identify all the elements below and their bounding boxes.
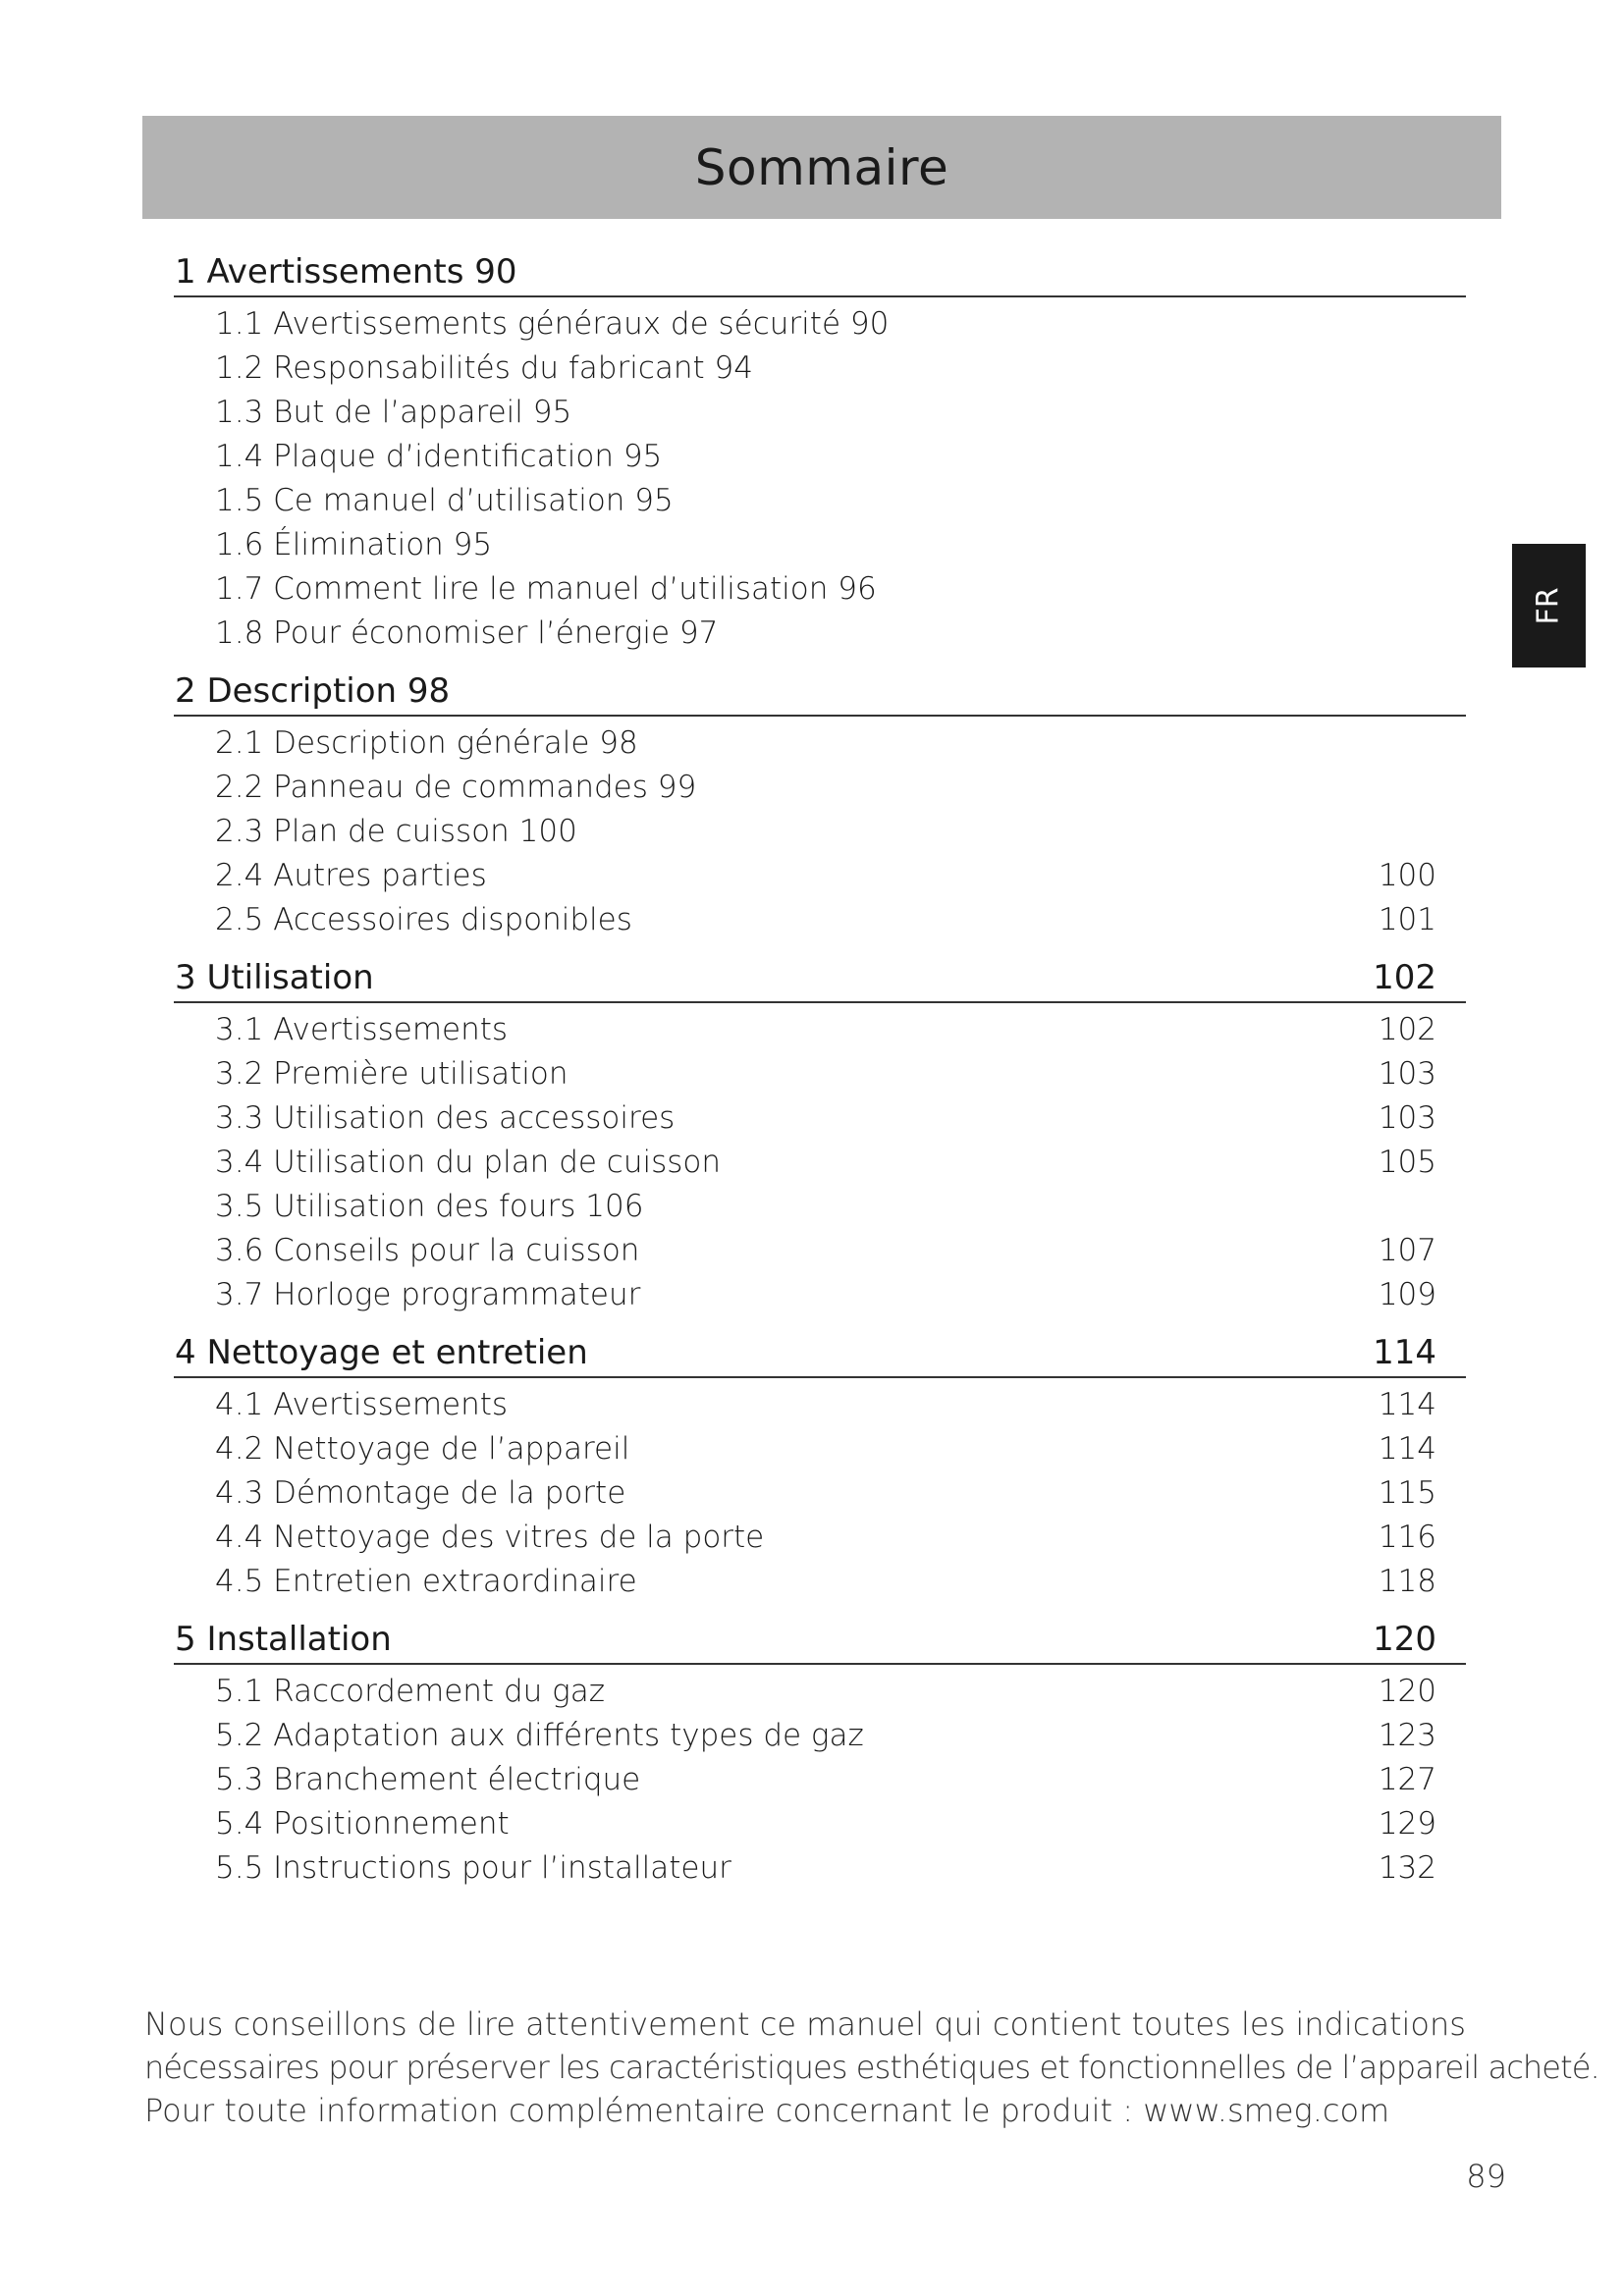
toc-section <box>174 1324 1466 1603</box>
section-heading[interactable] <box>174 1324 1466 1378</box>
entry-title: 2.3 Plan de cuisson 100 <box>215 813 577 849</box>
entry-page: 109 <box>1378 1276 1436 1312</box>
entry-title: 2.4 Autres parties <box>215 857 487 893</box>
entry-title: 3.1 Avertissements <box>215 1011 509 1047</box>
entry-page: 107 <box>1378 1232 1436 1268</box>
section-heading[interactable] <box>174 663 1466 717</box>
entry-title: 4.1 Avertissements <box>215 1386 509 1422</box>
section-heading[interactable] <box>174 243 1466 297</box>
toc-entry[interactable] <box>174 1382 1466 1426</box>
entry-page: 129 <box>1378 1805 1436 1842</box>
entry-page: 118 <box>1378 1563 1436 1599</box>
toc-entry[interactable] <box>174 1228 1466 1272</box>
language-tab <box>1512 544 1586 667</box>
section-page: 114 <box>1373 1333 1436 1372</box>
entry-title: 4.2 Nettoyage de l’appareil <box>215 1430 630 1467</box>
toc-entry[interactable] <box>174 434 1466 478</box>
page-title: Sommaire <box>694 138 949 196</box>
entry-page: 123 <box>1378 1717 1436 1753</box>
toc-entry[interactable] <box>174 1095 1466 1140</box>
section-heading[interactable] <box>174 1611 1466 1665</box>
entry-title: 3.7 Horloge programmateur <box>215 1276 641 1312</box>
toc-entry[interactable] <box>174 1801 1466 1845</box>
entry-page: 127 <box>1378 1761 1436 1797</box>
entry-list <box>174 717 1466 941</box>
entry-title: 3.3 Utilisation des accessoires <box>215 1099 676 1136</box>
entry-page: 100 <box>1378 857 1436 893</box>
toc-section <box>174 663 1466 941</box>
entry-page: 114 <box>1378 1430 1436 1467</box>
footer-line-1: Nous conseillons de lire attentivement ce manuel qui contient toutes les indications <box>144 2005 1466 2043</box>
table-of-contents <box>174 243 1466 1897</box>
toc-entry[interactable] <box>174 301 1466 346</box>
toc-entry[interactable] <box>174 1669 1466 1713</box>
toc-entry[interactable] <box>174 1184 1466 1228</box>
entry-title: 3.4 Utilisation du plan de cuisson <box>215 1144 722 1180</box>
entry-page: 120 <box>1378 1673 1436 1709</box>
toc-entry[interactable] <box>174 522 1466 566</box>
entry-page: 102 <box>1378 1011 1436 1047</box>
page-number: 89 <box>1466 2158 1506 2195</box>
entry-page: 132 <box>1378 1849 1436 1886</box>
footer-line-3: Pour toute information complémentaire concernant le produit : www.smeg.com <box>144 2092 1390 2130</box>
entry-title: 2.2 Panneau de commandes 99 <box>215 769 697 805</box>
entry-title: 4.4 Nettoyage des vitres de la porte <box>215 1519 765 1555</box>
entry-title: 5.2 Adaptation aux différents types de gaz <box>215 1717 864 1753</box>
entry-title: 3.6 Conseils pour la cuisson <box>215 1232 640 1268</box>
entry-title: 1.3 But de l’appareil 95 <box>215 394 572 430</box>
toc-entry[interactable] <box>174 897 1466 941</box>
entry-title: 1.7 Comment lire le manuel d’utilisation 96 <box>215 570 877 607</box>
entry-list <box>174 1003 1466 1316</box>
entry-page: 115 <box>1378 1474 1436 1511</box>
entry-list <box>174 1378 1466 1603</box>
toc-entry[interactable] <box>174 1713 1466 1757</box>
toc-entry[interactable] <box>174 1559 1466 1603</box>
entry-page: 103 <box>1378 1055 1436 1092</box>
toc-section <box>174 243 1466 655</box>
entry-title: 1.2 Responsabilités du fabricant 94 <box>215 349 753 386</box>
toc-entry[interactable] <box>174 611 1466 655</box>
toc-entry[interactable] <box>174 1757 1466 1801</box>
entry-title: 4.5 Entretien extraordinaire <box>215 1563 637 1599</box>
toc-entry[interactable] <box>174 346 1466 390</box>
toc-entry[interactable] <box>174 809 1466 853</box>
header-bar <box>142 116 1501 219</box>
toc-entry[interactable] <box>174 1515 1466 1559</box>
section-page: 102 <box>1373 958 1436 997</box>
section-title: 1 Avertissements 90 <box>175 252 517 292</box>
toc-entry[interactable] <box>174 1007 1466 1051</box>
toc-section <box>174 1611 1466 1890</box>
section-title: 3 Utilisation <box>175 958 374 997</box>
entry-title: 5.3 Branchement électrique <box>215 1761 641 1797</box>
language-label: FR <box>1531 586 1566 625</box>
entry-page: 114 <box>1378 1386 1436 1422</box>
entry-title: 1.4 Plaque d’identification 95 <box>215 438 663 474</box>
section-heading[interactable] <box>174 949 1466 1003</box>
toc-entry[interactable] <box>174 566 1466 611</box>
section-title: 2 Description 98 <box>175 671 451 711</box>
entry-title: 3.5 Utilisation des fours 106 <box>215 1188 644 1224</box>
section-title: 4 Nettoyage et entretien <box>175 1333 588 1372</box>
entry-title: 1.6 Élimination 95 <box>215 526 493 562</box>
toc-entry[interactable] <box>174 1426 1466 1470</box>
footer-note <box>144 2002 1599 2132</box>
toc-entry[interactable] <box>174 1470 1466 1515</box>
entry-title: 2.1 Description générale 98 <box>215 724 638 761</box>
toc-section <box>174 949 1466 1316</box>
toc-entry[interactable] <box>174 1140 1466 1184</box>
entry-title: 4.3 Démontage de la porte <box>215 1474 626 1511</box>
toc-entry[interactable] <box>174 1845 1466 1890</box>
toc-entry[interactable] <box>174 1051 1466 1095</box>
entry-title: 3.2 Première utilisation <box>215 1055 568 1092</box>
entry-title: 1.8 Pour économiser l’énergie 97 <box>215 614 719 651</box>
toc-entry[interactable] <box>174 478 1466 522</box>
entry-title: 5.4 Positionnement <box>215 1805 510 1842</box>
entry-page: 101 <box>1378 901 1436 937</box>
entry-list <box>174 297 1466 655</box>
toc-entry[interactable] <box>174 390 1466 434</box>
entry-title: 5.1 Raccordement du gaz <box>215 1673 605 1709</box>
section-page: 120 <box>1373 1620 1436 1659</box>
entry-page: 105 <box>1378 1144 1436 1180</box>
section-title: 5 Installation <box>175 1620 392 1659</box>
entry-title: 1.1 Avertissements généraux de sécurité 90 <box>215 305 890 342</box>
entry-page: 116 <box>1378 1519 1436 1555</box>
entry-title: 5.5 Instructions pour l’installateur <box>215 1849 731 1886</box>
entry-list <box>174 1665 1466 1890</box>
toc-entry[interactable] <box>174 765 1466 809</box>
toc-entry[interactable] <box>174 1272 1466 1316</box>
entry-page: 103 <box>1378 1099 1436 1136</box>
entry-title: 1.5 Ce manuel d’utilisation 95 <box>215 482 674 518</box>
toc-entry[interactable] <box>174 853 1466 897</box>
footer-line-2: nécessaires pour préserver les caractéristiques esthétiques et fonctionnelles de l’appareil acheté. <box>144 2049 1599 2087</box>
toc-entry[interactable] <box>174 721 1466 765</box>
entry-title: 2.5 Accessoires disponibles <box>215 901 632 937</box>
